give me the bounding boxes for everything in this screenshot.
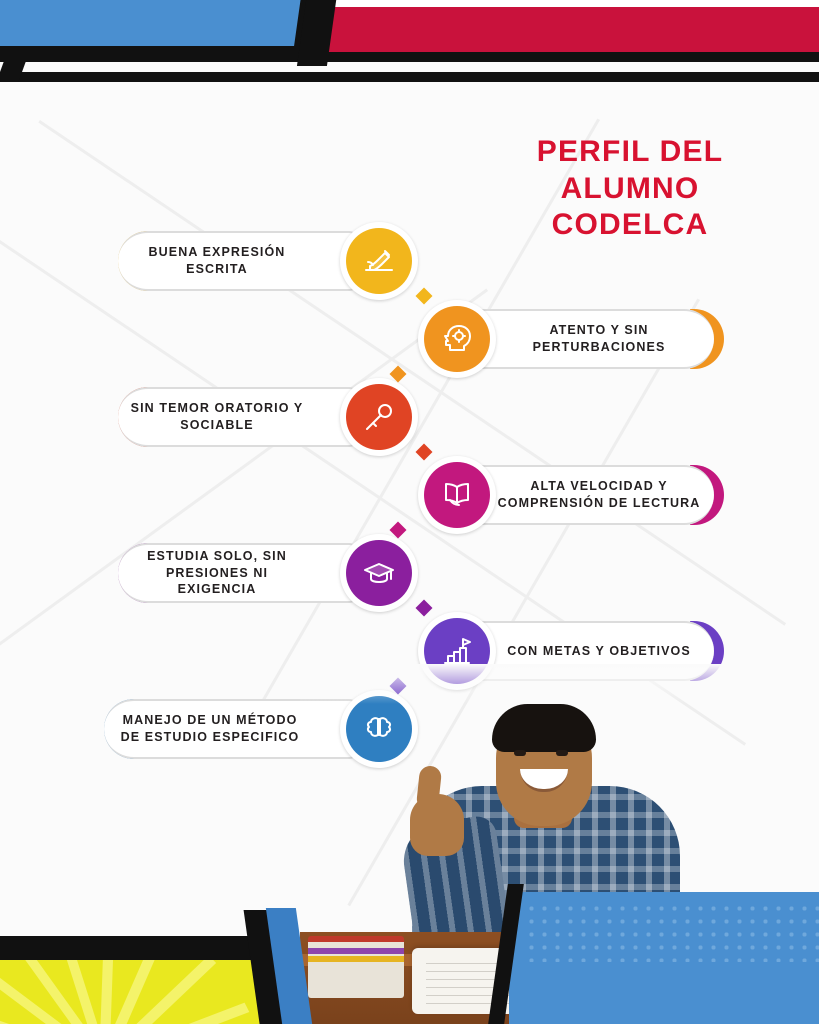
header-blue-banner bbox=[0, 0, 330, 78]
footer-ray bbox=[99, 960, 115, 1024]
photo-book-stack-layer bbox=[308, 948, 404, 954]
header-blue-banner-fill bbox=[0, 0, 302, 46]
connector-diamond bbox=[416, 600, 433, 617]
icon-badge[interactable] bbox=[418, 456, 496, 534]
icon-badge[interactable] bbox=[340, 534, 418, 612]
open-book-icon bbox=[424, 462, 490, 528]
connector-diamond bbox=[416, 288, 433, 305]
icon-badge[interactable] bbox=[340, 222, 418, 300]
pill-label: ESTUDIA SOLO, SIN PRESIONES NI EXIGENCIA bbox=[147, 548, 287, 597]
photo-top-fade bbox=[300, 664, 819, 704]
header-red-banner bbox=[325, 0, 819, 60]
icon-badge[interactable] bbox=[340, 378, 418, 456]
connector-diamond bbox=[416, 444, 433, 461]
footer-dot-pattern bbox=[525, 902, 819, 962]
footer-ray bbox=[101, 960, 217, 1024]
pill-label: ALTA VELOCIDAD Y COMPRENSIÓN DE LECTURA bbox=[497, 479, 701, 510]
photo-book-stack bbox=[308, 936, 404, 998]
pill-label: BUENA EXPRESIÓN ESCRITA bbox=[148, 245, 286, 276]
graduation-cap-icon bbox=[346, 540, 412, 606]
photo-hair bbox=[492, 704, 596, 752]
pill-label: SIN TEMOR ORATORIO Y SOCIABLE bbox=[130, 401, 304, 432]
footer-blue-panel bbox=[509, 892, 819, 1024]
pill-buena-expresion-escrita[interactable] bbox=[118, 231, 358, 291]
header-red-top-strip bbox=[325, 0, 819, 7]
microphone-icon bbox=[346, 384, 412, 450]
header-rule bbox=[0, 72, 819, 82]
icon-badge[interactable] bbox=[418, 300, 496, 378]
pill-label: CON METAS Y OBJETIVOS bbox=[507, 643, 691, 658]
header-bottom-black-bar bbox=[320, 52, 819, 62]
pill-estudia-solo-sin-presiones[interactable] bbox=[118, 543, 358, 603]
writing-hand-icon bbox=[346, 228, 412, 294]
pill-label: MANEJO DE UN MÉTODO DE ESTUDIO ESPECIFICO bbox=[120, 713, 300, 744]
page-title-line-2: ALUMNO bbox=[560, 171, 700, 205]
page-title-line-3: CODELCA bbox=[551, 208, 709, 242]
head-gear-icon bbox=[424, 306, 490, 372]
photo-eye-left bbox=[514, 750, 526, 756]
photo-book-stack-layer bbox=[308, 956, 404, 962]
footer-yellow-rays bbox=[0, 960, 261, 1024]
pill-sin-temor-oratorio[interactable] bbox=[118, 387, 358, 447]
pill-label: ATENTO Y SIN PERTURBACIONES bbox=[532, 323, 666, 354]
photo-eye-right bbox=[556, 750, 568, 756]
page-title-line-1: PERFIL DEL bbox=[536, 135, 724, 168]
